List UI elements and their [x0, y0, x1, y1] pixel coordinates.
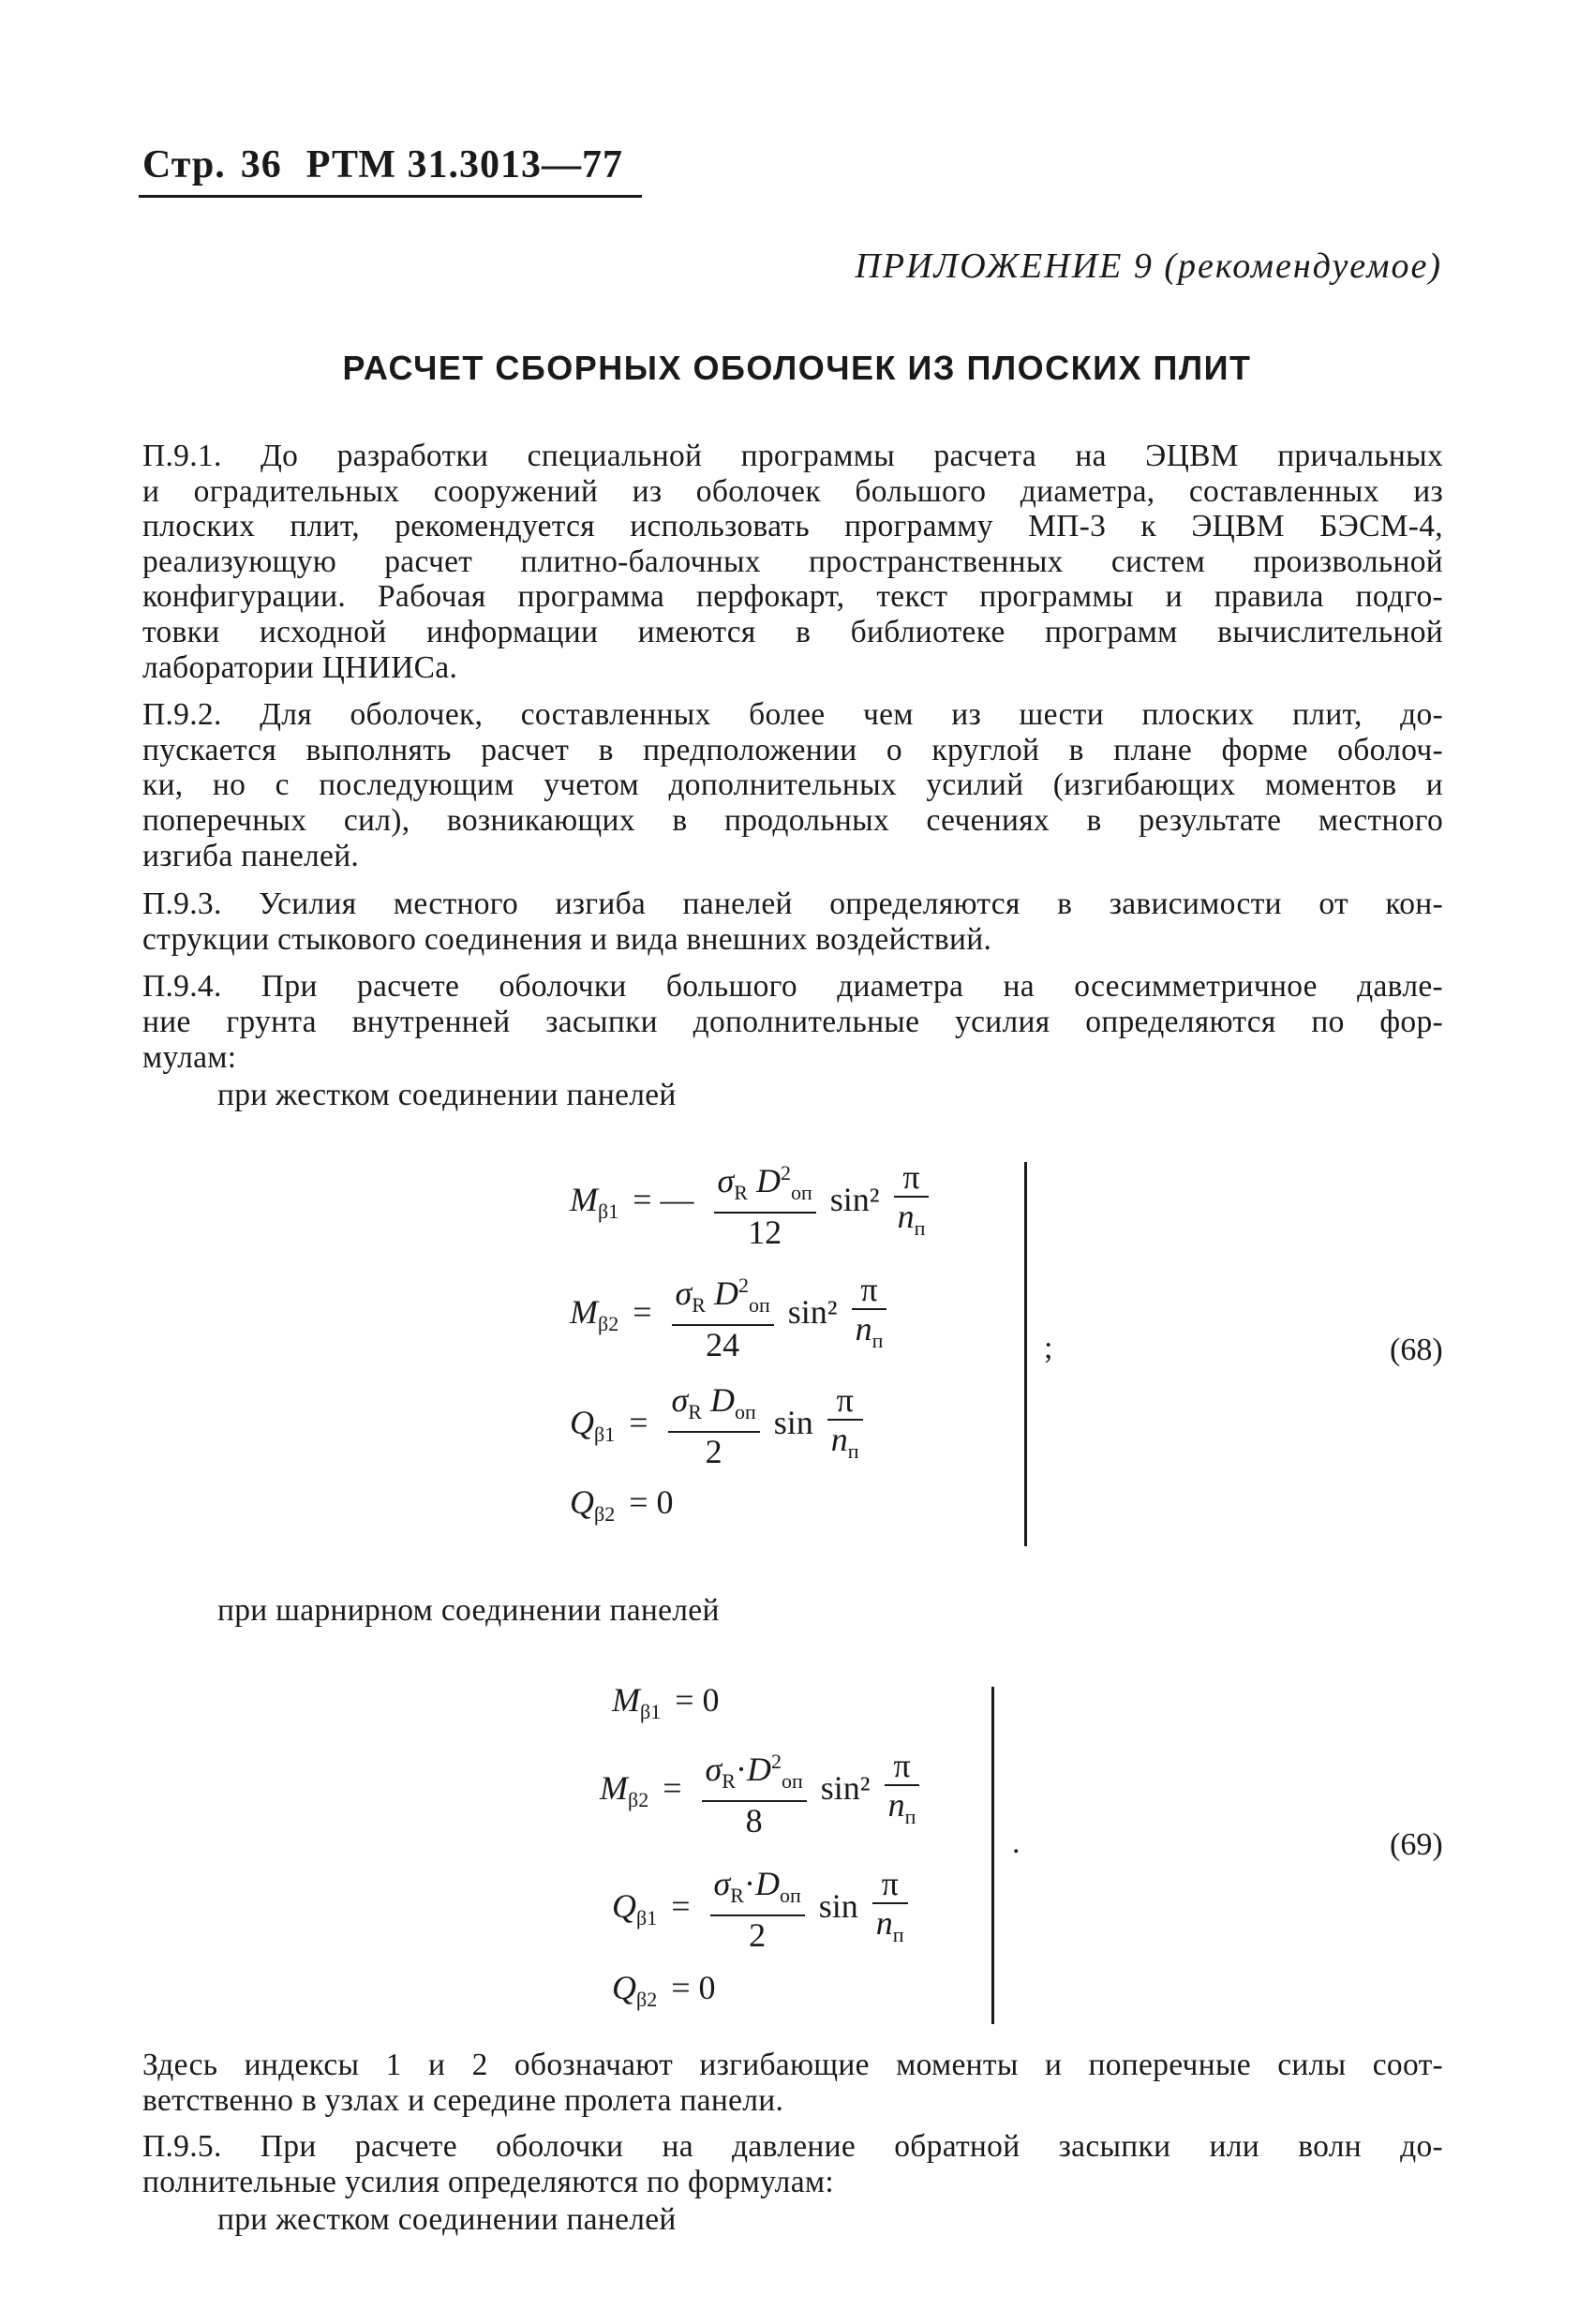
paragraph-9-4-last-line: мулам:	[142, 1040, 237, 1075]
formula-69-q-beta1: $Q_{\beta 1}$ = $\frac{\sigma_R\cdot D_{оп}}{2}$ sin $\frac{\pi}{n_п}$	[612, 1865, 914, 1954]
formula-68-q-beta2: $Q_{\beta 2} = 0$	[570, 1483, 674, 1526]
paragraph-9-4: П.9.4. При расчете оболочки большого диаметра на осесимметричное давле- ние грунта внутренней засыпки дополнительные усилия определяются по фор-	[142, 969, 1443, 1039]
paragraph-9-2-last-line: изгиба панелей.	[142, 839, 360, 873]
document-code: РТМ 31.3013—77	[305, 143, 624, 186]
page-number: 36	[240, 143, 282, 186]
page-label: Стр.	[142, 143, 226, 186]
formula-68-m-beta1: $M_{\beta 1}$ = — $\frac{\sigma_R D^2_{оп}}{12}$ sin² $\frac{\pi}{n_п}$	[570, 1155, 934, 1251]
section-title: РАСЧЕТ СБОРНЫХ ОБОЛОЧЕК ИЗ ПЛОСКИХ ПЛИТ	[342, 349, 1252, 387]
indices-note: Здесь индексы 1 и 2 обозначают изгибающие моменты и поперечные силы соот-	[142, 2048, 1443, 2082]
paragraph-9-5-last-line: полнительные усилия определяются по формулам:	[142, 2165, 834, 2199]
formula-69-m-beta1: $M_{\beta 1} = 0$	[612, 1681, 720, 1723]
formula-69-brace	[991, 1687, 994, 2024]
paragraph-9-2: П.9.2. Для оболочек, составленных более чем из шести плоских плит, до- пускается выполнять расчет в предположении о круглой в плане форме оболоч- ки, но с последующим учетом дополнительных усилий (изгибающих моментов и поперечных сил), возникающих в продольных сечениях в результате местного	[142, 697, 1443, 838]
indices-note-last-line: ветственно в узлах и середине пролета панели.	[142, 2083, 784, 2118]
paragraph-9-3-last-line: струкции стыкового соединения и вида внешних воздействий.	[142, 922, 992, 957]
formula-69-separator: .	[1012, 1825, 1020, 1860]
paragraph-9-1-last-line: лаборатории ЦНИИСа.	[142, 650, 458, 685]
formula-68-brace	[1024, 1162, 1027, 1546]
appendix-label: ПРИЛОЖЕНИЕ 9 (рекомендуемое)	[855, 246, 1442, 286]
formula-68-separator: ;	[1044, 1331, 1053, 1365]
equation-number-69: (69)	[1390, 1827, 1443, 1862]
paragraph-9-3: П.9.3. Усилия местного изгиба панелей определяются в зависимости от кон-	[142, 886, 1443, 921]
rigid-connection-intro: при жестком соединении панелей	[217, 1078, 677, 1112]
formula-69-m-beta2: $M_{\beta 2}$ = $\frac{\sigma_R\cdot D^2_{оп}}{8}$ sin² $\frac{\pi}{n_п}$	[600, 1743, 925, 1840]
formula-68-m-beta2: $M_{\beta 2}$ = $\frac{\sigma_R D^2_{оп}}{24}$ sin² $\frac{\pi}{n_п}$	[570, 1267, 892, 1363]
equation-number-68: (68)	[1390, 1333, 1443, 1367]
hinged-connection-intro: при шарнирном соединении панелей	[217, 1593, 720, 1628]
rigid-connection-intro-2: при жестком соединении панелей	[217, 2202, 677, 2237]
header-underline	[139, 195, 642, 198]
page-header	[142, 142, 623, 187]
formula-68-q-beta1: $Q_{\beta 1}$ = $\frac{\sigma_R D_{оп}}{2}$ sin $\frac{\pi}{n_п}$	[570, 1381, 869, 1470]
paragraph-9-5: П.9.5. При расчете оболочки на давление обратной засыпки или волн до-	[142, 2129, 1443, 2164]
paragraph-9-1: П.9.1. До разработки специальной программы расчета на ЭЦВМ причальных и оградительных сооружений из оболочек большого диаметра, составленных из плоских плит, рекомендуется использовать программу МП-3 к ЭЦВМ БЭСМ-4, реализующую расчет плитно-балочных пространственных систем произвольной конфигурации. Рабочая программа перфокарт, текст программы и правила подго- товки исходной информации имеются в библиотеке программ вычислительной	[142, 439, 1443, 649]
formula-69-q-beta2: $Q_{\beta 2} = 0$	[612, 1969, 716, 2011]
